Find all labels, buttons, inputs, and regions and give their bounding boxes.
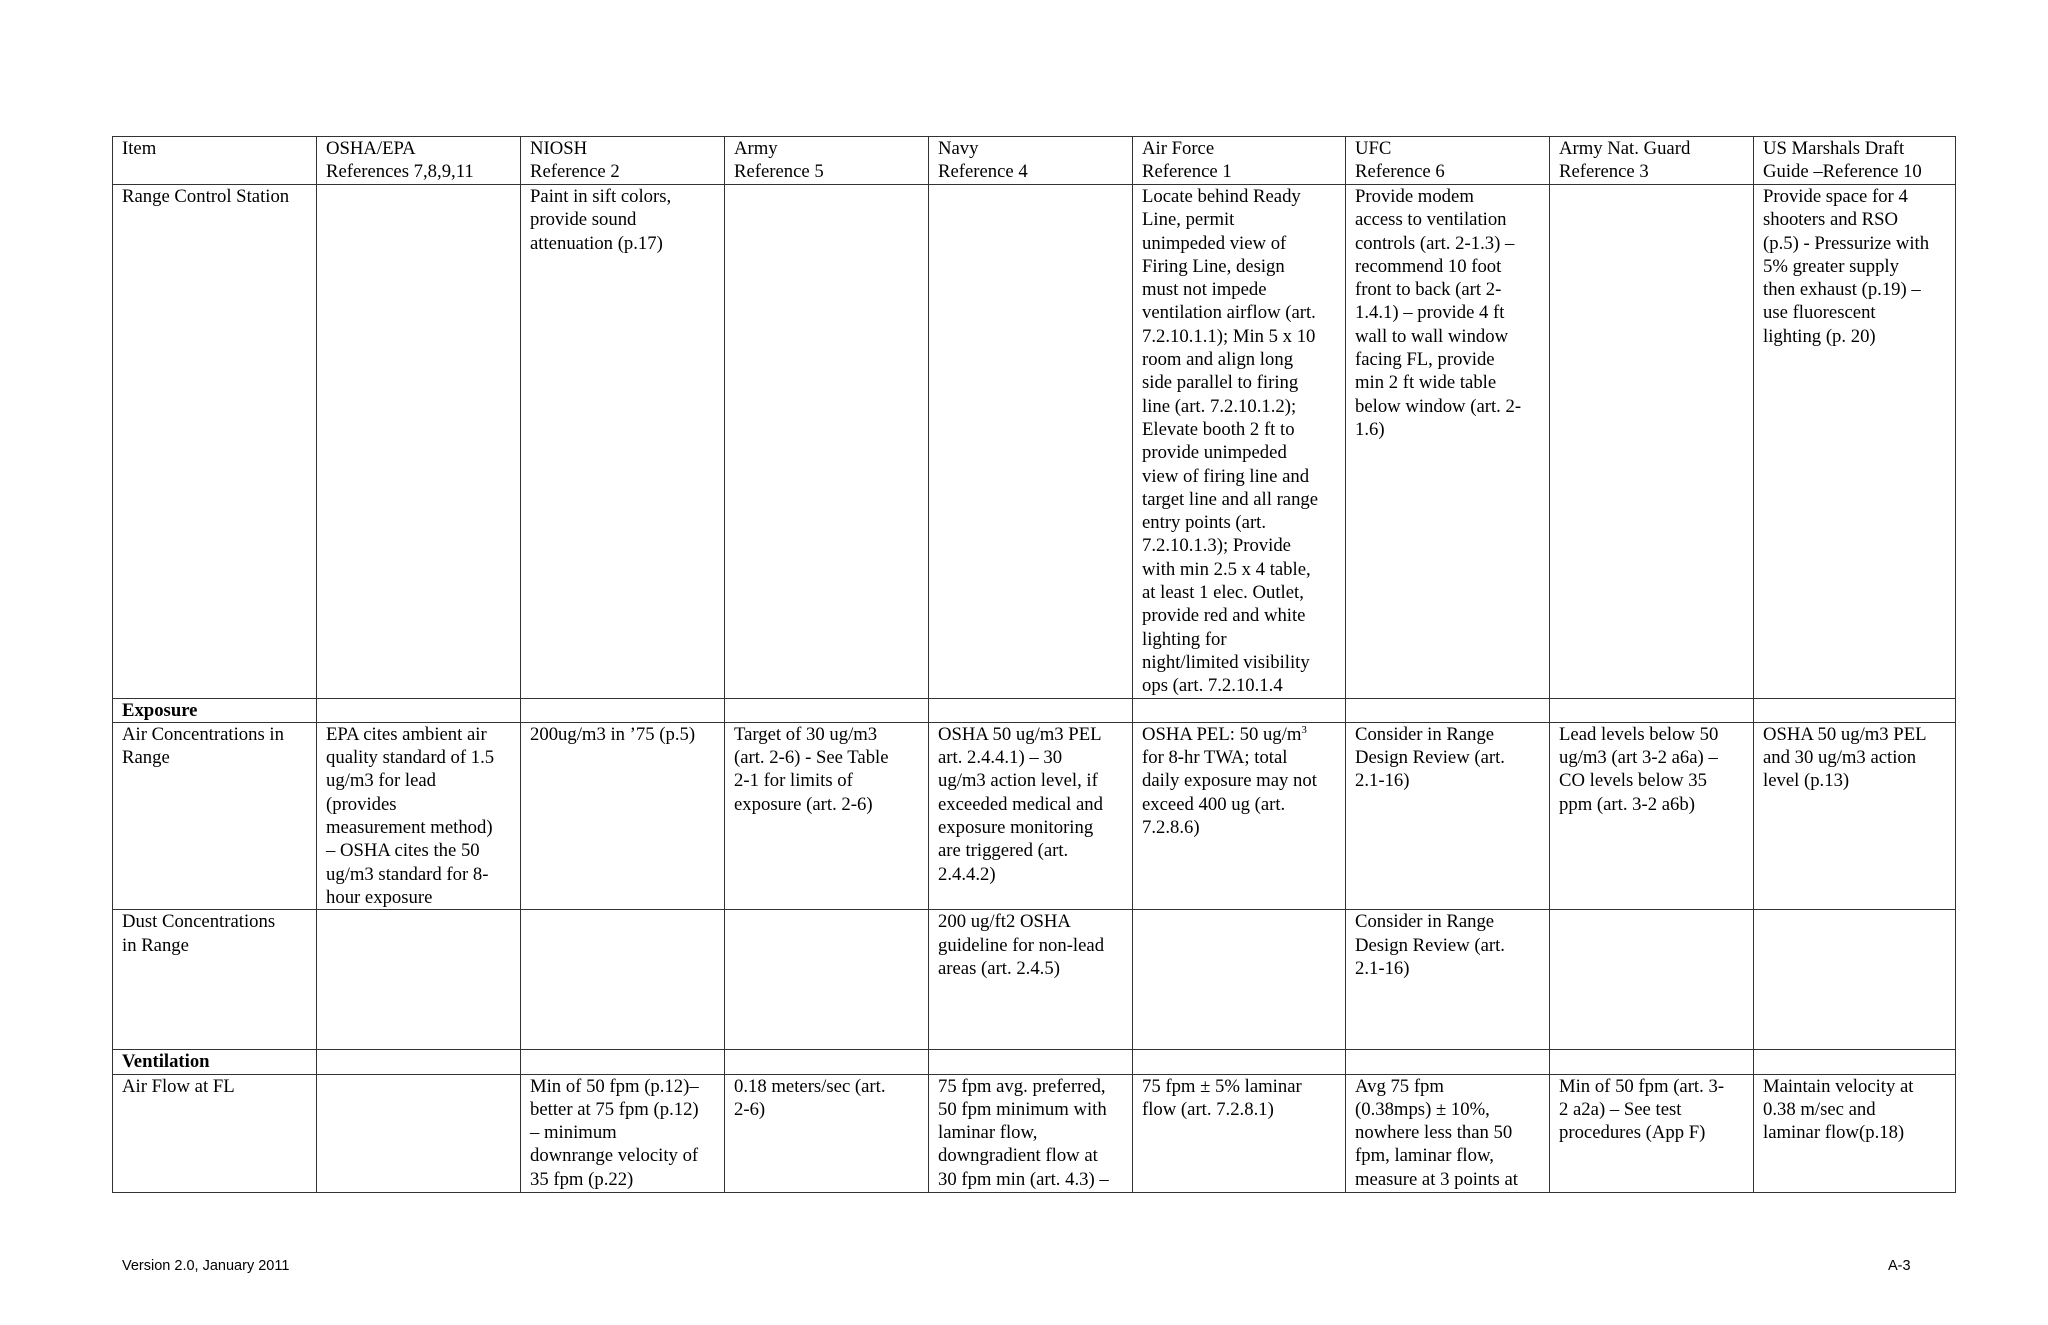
section-label-ventilation bbox=[113, 1050, 317, 1074]
cell-line: 2.1-16) bbox=[1355, 770, 1410, 792]
cell-line: at least 1 elec. Outlet, bbox=[1142, 582, 1304, 604]
row-item-range-control bbox=[113, 185, 317, 699]
cell-line: UFC bbox=[1355, 138, 1392, 159]
footer-version: Version 2.0, January 2011 bbox=[122, 1258, 290, 1274]
section-label-exposure bbox=[113, 698, 317, 722]
cell-line: OSHA 50 ug/m3 PEL bbox=[938, 723, 1102, 745]
cell-marshals bbox=[1754, 1074, 1956, 1192]
cell-line: room and align long bbox=[1142, 349, 1294, 371]
cell-niosh bbox=[521, 910, 725, 1050]
cell-marshals bbox=[1754, 722, 1956, 909]
cell-ufc bbox=[1346, 722, 1550, 909]
cell-line: Army Nat. Guard bbox=[1559, 138, 1691, 159]
cell-line: Lead levels below 50 bbox=[1559, 723, 1719, 745]
cell-armyng bbox=[1550, 1074, 1754, 1192]
row-item-dust-conc bbox=[113, 910, 317, 1050]
cell-line: ug/m3 standard for 8- bbox=[326, 863, 489, 885]
cell-line: Paint in sift colors, bbox=[530, 186, 672, 207]
cell-line: lighting (p. 20) bbox=[1763, 325, 1876, 347]
cell-line: art. 2.4.4.1) – 30 bbox=[938, 747, 1063, 769]
header-armyng bbox=[1550, 137, 1754, 185]
cell-line: attenuation (p.17) bbox=[530, 232, 663, 254]
cell-line: side parallel to firing bbox=[1142, 372, 1299, 394]
header-item-label: Item bbox=[122, 138, 157, 159]
cell-niosh bbox=[521, 185, 725, 699]
cell-line: target line and all range bbox=[1142, 488, 1319, 510]
cell-line: Line, permit bbox=[1142, 209, 1235, 231]
cell-line: Maintain velocity at bbox=[1763, 1075, 1914, 1097]
header-osha bbox=[317, 137, 521, 185]
header-army bbox=[725, 137, 929, 185]
cell-airforce bbox=[1133, 722, 1346, 909]
cell-line: Locate behind Ready bbox=[1142, 186, 1301, 207]
cell-osha bbox=[317, 1074, 521, 1192]
cell-line: 200ug/m3 in ’75 (p.5) bbox=[530, 723, 696, 745]
cell-line: better at 75 fpm (p.12) bbox=[530, 1098, 699, 1120]
cell-line: recommend 10 foot bbox=[1355, 255, 1502, 277]
cell-line: fpm, laminar flow, bbox=[1355, 1145, 1494, 1167]
cell-line: laminar flow(p.18) bbox=[1763, 1122, 1905, 1144]
cell-line: exceeded medical and bbox=[938, 793, 1103, 815]
cell-line: 1.4.1) – provide 4 ft bbox=[1355, 302, 1505, 324]
cell-line: procedures (App F) bbox=[1559, 1122, 1706, 1144]
cell-line: downgradient flow at bbox=[938, 1145, 1098, 1167]
cell-line: guideline for non-lead bbox=[938, 934, 1105, 956]
cell-line: with min 2.5 x 4 table, bbox=[1142, 558, 1311, 580]
cell-airforce bbox=[1133, 1074, 1346, 1192]
cell-line: 75 fpm avg. preferred, bbox=[938, 1075, 1106, 1097]
cell-line: Firing Line, design bbox=[1142, 255, 1285, 277]
row-item-air-flow bbox=[113, 1074, 317, 1192]
cell-line: level (p.13) bbox=[1763, 770, 1850, 792]
header-row bbox=[113, 137, 1956, 185]
cell-marshals bbox=[1754, 185, 1956, 699]
cell-line: 50 fpm minimum with bbox=[938, 1098, 1107, 1120]
cell-line: Navy bbox=[938, 138, 979, 159]
cell-line: exposure monitoring bbox=[938, 817, 1094, 839]
cell-line: exposure (art. 2-6) bbox=[734, 793, 873, 815]
cell-army bbox=[725, 1074, 929, 1192]
item-label: Range Control Station bbox=[122, 186, 290, 207]
cell-line: (0.38mps) ± 10%, bbox=[1355, 1098, 1490, 1120]
table-row bbox=[113, 722, 1956, 909]
cell-line: in Range bbox=[122, 934, 189, 956]
cell-armyng bbox=[1550, 185, 1754, 699]
cell-line: 5% greater supply bbox=[1763, 255, 1899, 277]
cell-airforce bbox=[1133, 185, 1346, 699]
cell-line: ug/m3 for lead bbox=[326, 770, 437, 792]
cell-line: provide unimpeded bbox=[1142, 442, 1287, 464]
cell-army bbox=[725, 185, 929, 699]
cell-line: 35 fpm (p.22) bbox=[530, 1168, 634, 1190]
cell-line: Reference 2 bbox=[530, 161, 620, 183]
cell-line: downrange velocity of bbox=[530, 1145, 699, 1167]
cell-line: ppm (art. 3-2 a6b) bbox=[1559, 793, 1695, 815]
cell-line: view of firing line and bbox=[1142, 465, 1310, 487]
cell-line: Army bbox=[734, 138, 778, 159]
cell-osha bbox=[317, 185, 521, 699]
cell-line: OSHA 50 ug/m3 PEL bbox=[1763, 723, 1927, 745]
cell-line: Consider in Range bbox=[1355, 723, 1495, 745]
cell-line: Min of 50 fpm (art. 3- bbox=[1559, 1075, 1725, 1097]
cell-line: Target of 30 ug/m3 bbox=[734, 723, 878, 745]
header-navy bbox=[929, 137, 1133, 185]
cell-line: OSHA/EPA bbox=[326, 138, 416, 159]
cell-line: line (art. 7.2.10.1.2); bbox=[1142, 395, 1297, 417]
cell-airforce bbox=[1133, 910, 1346, 1050]
cell-osha bbox=[317, 910, 521, 1050]
cell-line: (p.5) - Pressurize with bbox=[1763, 232, 1930, 254]
cell-line: Dust Concentrations bbox=[122, 911, 276, 933]
cell-line: shooters and RSO bbox=[1763, 209, 1898, 231]
cell-army bbox=[725, 910, 929, 1050]
footer-page-number: A-3 bbox=[1888, 1258, 1911, 1274]
table-row bbox=[113, 185, 1956, 699]
cell-line: Air Concentrations in bbox=[122, 723, 284, 745]
cell-line: 200 ug/ft2 OSHA bbox=[938, 911, 1071, 933]
cell-line: controls (art. 2-1.3) – bbox=[1355, 232, 1515, 254]
cell-armyng bbox=[1550, 910, 1754, 1050]
header-marshals bbox=[1754, 137, 1956, 185]
cell-line: – minimum bbox=[530, 1122, 617, 1144]
cell-line: Reference 1 bbox=[1142, 161, 1232, 183]
cell-line: Air Force bbox=[1142, 138, 1215, 159]
cell-line: Consider in Range bbox=[1355, 911, 1495, 933]
cell-line: measurement method) bbox=[326, 817, 493, 839]
cell-line: EPA cites ambient air bbox=[326, 723, 487, 745]
superscript: 3 bbox=[1301, 723, 1307, 736]
cell-line: (provides bbox=[326, 793, 397, 815]
cell-line: ug/m3 action level, if bbox=[938, 770, 1098, 792]
cell-line: 2-6) bbox=[734, 1098, 766, 1120]
section-row-ventilation bbox=[113, 1050, 1956, 1074]
cell-line: use fluorescent bbox=[1763, 302, 1876, 324]
cell-line: then exhaust (p.19) – bbox=[1763, 279, 1921, 301]
cell-navy bbox=[929, 1074, 1133, 1192]
cell-line: measure at 3 points at bbox=[1355, 1168, 1518, 1190]
cell-line: facing FL, provide bbox=[1355, 349, 1495, 371]
header-item bbox=[113, 137, 317, 185]
cell-navy bbox=[929, 722, 1133, 909]
cell-line: Reference 6 bbox=[1355, 161, 1445, 183]
cell-line: nowhere less than 50 bbox=[1355, 1122, 1513, 1144]
cell-line: unimpeded view of bbox=[1142, 232, 1287, 254]
cell-line: ventilation airflow (art. bbox=[1142, 302, 1316, 324]
cell-line: Provide space for 4 bbox=[1763, 186, 1908, 207]
table-row bbox=[113, 910, 1956, 1050]
section-title: Ventilation bbox=[122, 1051, 210, 1073]
cell-line: min 2 ft wide table bbox=[1355, 372, 1497, 394]
cell-line: wall to wall window bbox=[1355, 325, 1509, 347]
cell-line: entry points (art. bbox=[1142, 512, 1267, 534]
cell-line: Reference 4 bbox=[938, 161, 1028, 183]
cell-ufc bbox=[1346, 185, 1550, 699]
cell-ufc bbox=[1346, 1074, 1550, 1192]
row-item-air-conc bbox=[113, 722, 317, 909]
cell-line: 2.1-16) bbox=[1355, 957, 1410, 979]
cell-line: References 7,8,9,11 bbox=[326, 161, 474, 183]
cell-line: ops (art. 7.2.10.1.4 bbox=[1142, 675, 1283, 697]
cell-line: for 8-hr TWA; total bbox=[1142, 747, 1288, 769]
item-label: Air Flow at FL bbox=[122, 1075, 235, 1097]
cell-line: Guide –Reference 10 bbox=[1763, 161, 1922, 183]
cell-armyng bbox=[1550, 722, 1754, 909]
cell-line: access to ventilation bbox=[1355, 209, 1507, 231]
cell-line: Avg 75 fpm bbox=[1355, 1075, 1444, 1097]
cell-line: 7.2.10.1.3); Provide bbox=[1142, 535, 1291, 557]
cell-line: and 30 ug/m3 action bbox=[1763, 747, 1917, 769]
cell-line: ug/m3 (art 3-2 a6a) – bbox=[1559, 747, 1718, 769]
cell-line: night/limited visibility bbox=[1142, 651, 1310, 673]
cell-line: 0.18 meters/sec (art. bbox=[734, 1075, 886, 1097]
cell-army bbox=[725, 722, 929, 909]
cell-line: Reference 3 bbox=[1559, 161, 1649, 183]
cell-line: 0.38 m/sec and bbox=[1763, 1098, 1876, 1120]
section-title: Exposure bbox=[122, 699, 198, 721]
cell-line: provide sound bbox=[530, 209, 637, 231]
header-ufc bbox=[1346, 137, 1550, 185]
cell-line: flow (art. 7.2.8.1) bbox=[1142, 1098, 1274, 1120]
header-airforce bbox=[1133, 137, 1346, 185]
cell-line: 2.4.4.2) bbox=[938, 863, 996, 885]
cell-line: hour exposure bbox=[326, 886, 433, 908]
cell-osha bbox=[317, 722, 521, 909]
cell-line: 2-1 for limits of bbox=[734, 770, 853, 792]
cell-line: Reference 5 bbox=[734, 161, 824, 183]
cell-ufc bbox=[1346, 910, 1550, 1050]
cell-line: 2 a2a) – See test bbox=[1559, 1098, 1682, 1120]
cell-line: quality standard of 1.5 bbox=[326, 747, 495, 769]
airforce-pel-text: OSHA PEL: 50 ug/m bbox=[1142, 723, 1302, 745]
cell-line: daily exposure may not bbox=[1142, 770, 1317, 792]
cell-line: Design Review (art. bbox=[1355, 934, 1505, 956]
cell-navy bbox=[929, 910, 1133, 1050]
cell-line: 7.2.10.1.1); Min 5 x 10 bbox=[1142, 325, 1316, 347]
cell-line: Elevate booth 2 ft to bbox=[1142, 418, 1295, 440]
cell-line: 75 fpm ± 5% laminar bbox=[1142, 1075, 1302, 1097]
cell-line: US Marshals Draft bbox=[1763, 138, 1905, 159]
cell-line: CO levels below 35 bbox=[1559, 770, 1707, 792]
cell-line: 30 fpm min (art. 4.3) – bbox=[938, 1168, 1109, 1190]
cell-line: lighting for bbox=[1142, 628, 1227, 650]
cell-line: (art. 2-6) - See Table bbox=[734, 747, 889, 769]
cell-line: front to back (art 2- bbox=[1355, 279, 1502, 301]
cell-line: Design Review (art. bbox=[1355, 747, 1505, 769]
cell-line: – OSHA cites the 50 bbox=[326, 840, 480, 862]
cell-line: are triggered (art. bbox=[938, 840, 1069, 862]
cell-line: must not impede bbox=[1142, 279, 1267, 301]
cell-line: 7.2.8.6) bbox=[1142, 817, 1200, 839]
header-niosh bbox=[521, 137, 725, 185]
cell-line: 1.6) bbox=[1355, 418, 1385, 440]
cell-marshals bbox=[1754, 910, 1956, 1050]
cell-line: Range bbox=[122, 747, 170, 769]
cell-line: Provide modem bbox=[1355, 186, 1474, 207]
cell-line: areas (art. 2.4.5) bbox=[938, 957, 1060, 979]
comparison-table bbox=[112, 136, 1956, 1193]
cell-line: laminar flow, bbox=[938, 1122, 1038, 1144]
cell-niosh bbox=[521, 722, 725, 909]
cell-line: below window (art. 2- bbox=[1355, 395, 1522, 417]
cell-line: NIOSH bbox=[530, 138, 588, 159]
cell-line: provide red and white bbox=[1142, 605, 1306, 627]
cell-niosh bbox=[521, 1074, 725, 1192]
section-row-exposure bbox=[113, 698, 1956, 722]
cell-navy bbox=[929, 185, 1133, 699]
cell-line: Min of 50 fpm (p.12)– bbox=[530, 1075, 699, 1097]
cell-line: exceed 400 ug (art. bbox=[1142, 793, 1286, 815]
table-row bbox=[113, 1074, 1956, 1192]
